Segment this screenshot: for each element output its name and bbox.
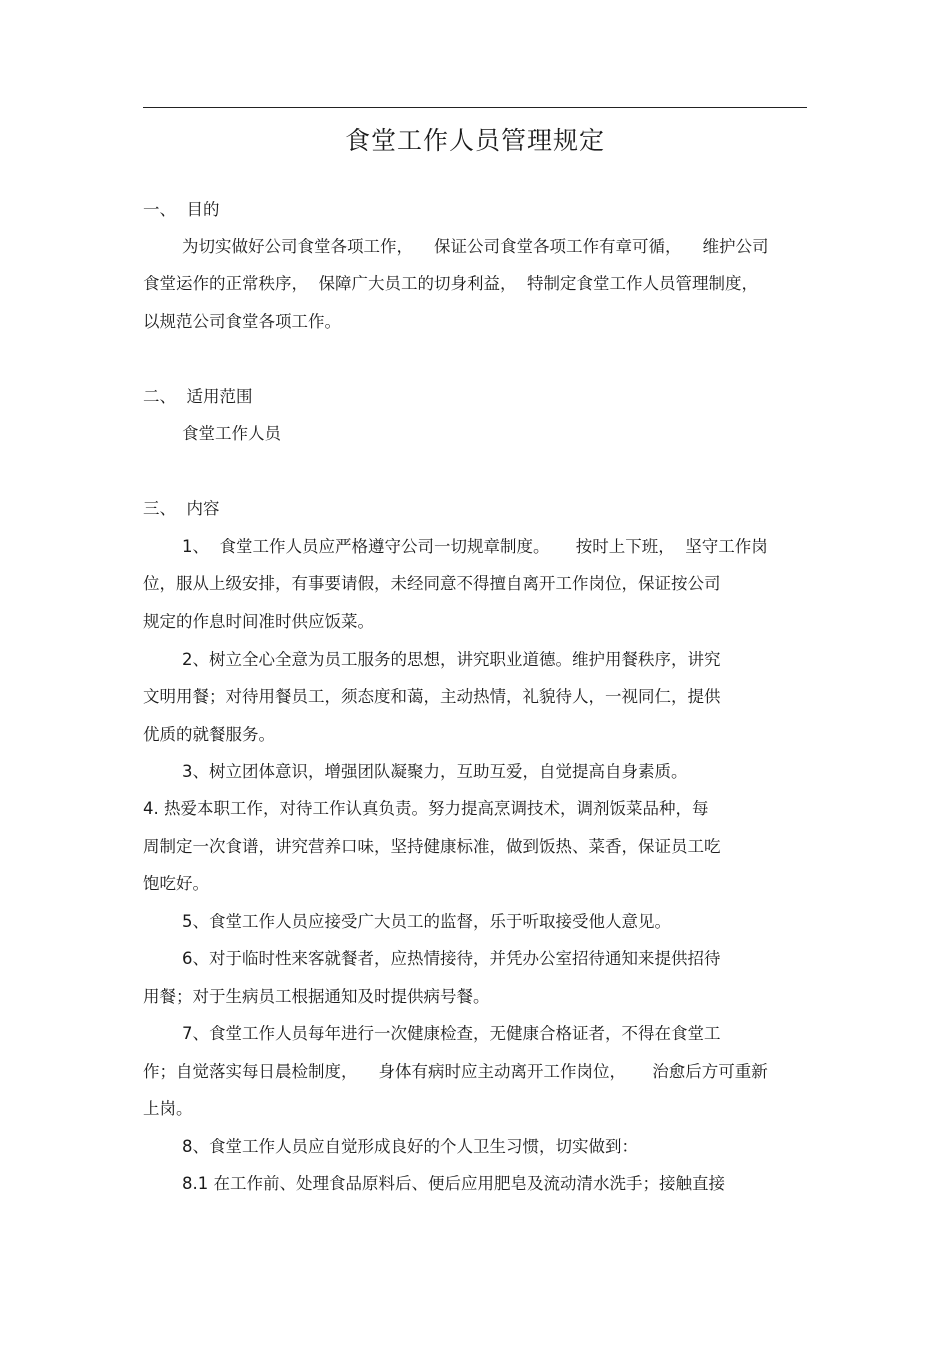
page-title: 食堂工作人员管理规定	[344, 126, 605, 155]
paragraph-line: 4. 热爱本职工作，对待工作认真负责。努力提高烹调技术，调剂饭菜品种，每	[143, 799, 709, 818]
header-rule	[143, 107, 807, 108]
paragraph-line: 5、食堂工作人员应接受广大员工的监督，乐于听取接受他人意见。	[182, 912, 671, 931]
paragraph-line: 为切实做好公司食堂各项工作， 保证公司食堂各项工作有章可循， 维护公司	[182, 237, 769, 256]
paragraph-line: 8、食堂工作人员应自觉形成良好的个人卫生习惯，切实做到：	[182, 1137, 638, 1156]
paragraph-line: 用餐；对于生病员工根据通知及时提供病号餐。	[143, 987, 490, 1006]
paragraph-line: 以规范公司食堂各项工作。	[143, 312, 341, 331]
paragraph-line: 8.1 在工作前、处理食品原料后、便后应用肥皂及流动清水洗手；接触直接	[182, 1174, 725, 1193]
section-heading: 二、 适用范围	[143, 387, 253, 406]
paragraph-line: 规定的作息时间准时供应饭菜。	[143, 612, 374, 631]
paragraph-line: 上岗。	[143, 1099, 193, 1118]
paragraph-line: 6、对于临时性来客就餐者，应热情接待，并凭办公室招待通知来提供招待	[182, 949, 721, 968]
paragraph-line: 作；自觉落实每日晨检制度， 身体有病时应主动离开工作岗位， 治愈后方可重新	[143, 1062, 768, 1081]
paragraph-line: 食堂运作的正常秩序， 保障广大员工的切身利益， 特制定食堂工作人员管理制度，	[143, 274, 758, 293]
section-heading: 三、 内容	[143, 499, 220, 518]
paragraph-line: 文明用餐；对待用餐员工，须态度和蔼，主动热情，礼貌待人，一视同仁，提供	[143, 687, 721, 706]
paragraph-line: 位，服从上级安排，有事要请假，未经同意不得擅自离开工作岗位，保证按公司	[143, 574, 721, 593]
section-heading: 一、 目的	[143, 200, 220, 219]
paragraph-line: 1、 食堂工作人员应严格遵守公司一切规章制度。 按时上下班， 坚守工作岗	[182, 537, 768, 556]
paragraph-line: 7、食堂工作人员每年进行一次健康检查，无健康合格证者，不得在食堂工	[182, 1024, 721, 1043]
paragraph-line: 周制定一次食谱，讲究营养口味，坚持健康标准，做到饭热、菜香，保证员工吃	[143, 837, 721, 856]
paragraph-line: 优质的就餐服务。	[143, 725, 275, 744]
paragraph-line: 3、树立团体意识，增强团队凝聚力，互助互爱，自觉提高自身素质。	[182, 762, 688, 781]
paragraph-line: 食堂工作人员	[182, 424, 281, 443]
paragraph-line: 饱吃好。	[143, 874, 209, 893]
paragraph-line: 2、树立全心全意为员工服务的思想，讲究职业道德。维护用餐秩序，讲究	[182, 650, 721, 669]
